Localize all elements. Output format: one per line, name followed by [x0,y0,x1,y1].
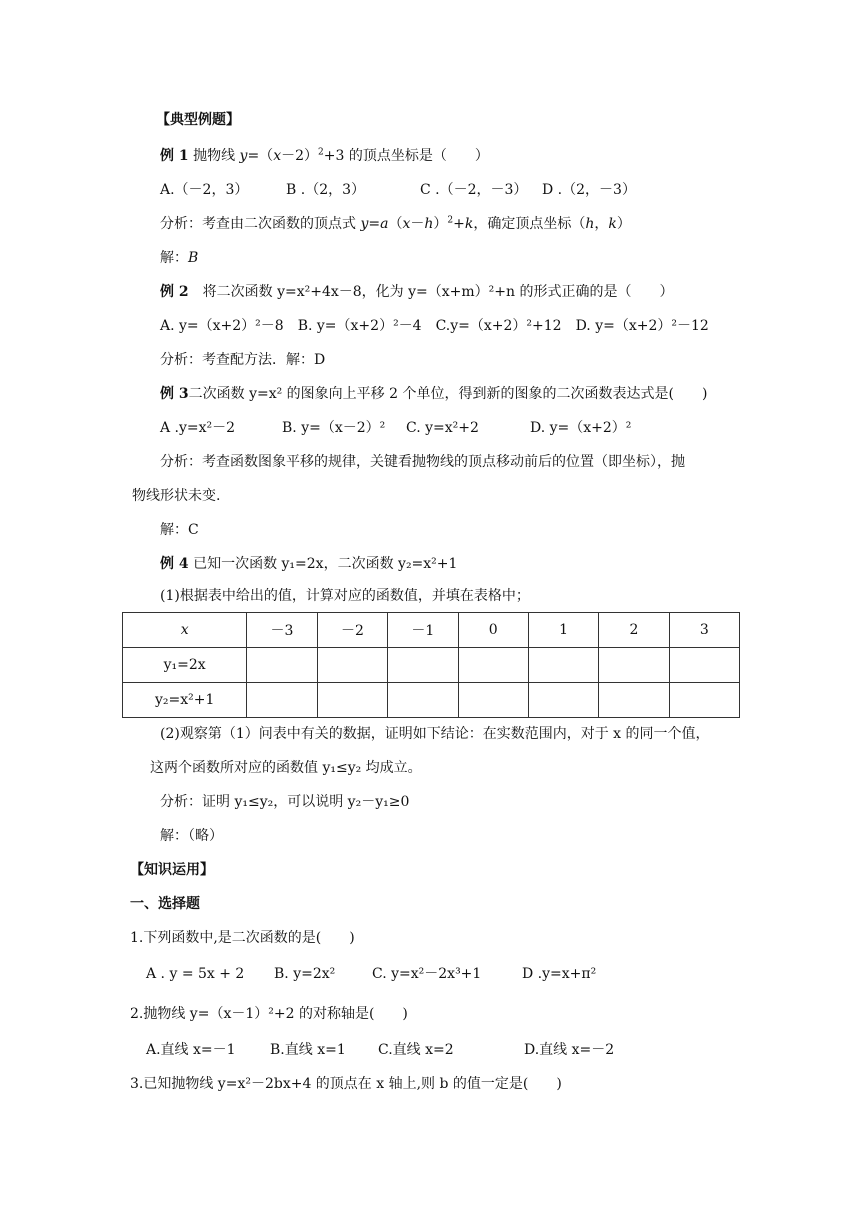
example-2-options: A. y=（x+2）²－8 B. y=（x+2）²－4 C.y=（x+2）²+12 D. y=（x+2）²－12 [160,318,709,334]
question-2-option-c: C.直线 x=2 [378,1042,454,1058]
table-cell [599,683,669,718]
table-cell [247,648,317,683]
table-header-cell: 2 [599,613,669,648]
table-cell [458,683,528,718]
example-1-option-a: A.（－2，3） [160,182,249,198]
table-cell [388,648,458,683]
example-2-question: 例 2 将二次函数 y=x²+4x－8，化为 y=（x+m）²+n 的形式正确的是（ ） [160,284,674,300]
question-1-option-d: D .y=x+π² [522,966,597,982]
table-header-cell: 1 [528,613,598,648]
example-4-solution: 解：（略） [160,828,223,844]
table-cell [458,648,528,683]
example-1-solution: 解：B [160,250,199,266]
table-header-row [123,613,740,648]
example-4-part2-line2: 这两个函数所对应的函数值 y₁≤y₂ 均成立。 [150,760,422,776]
table-row-label: y₁=2x [123,648,247,683]
example-label: 例 1 [160,148,189,164]
example-4-part1: (1)根据表中给出的值，计算对应的函数值，并填在表格中； [160,588,530,604]
section-title-apply: 【知识运用】 [130,862,214,878]
table-cell [388,683,458,718]
table-row-label: y₂=x²+1 [123,683,247,718]
question-2-option-a: A.直线 x=－1 [146,1042,236,1058]
question-1: 1.下列函数中,是二次函数的是( ) [130,930,355,946]
question-2: 2.抛物线 y=（x－1）²+2 的对称轴是( ) [130,1006,408,1022]
example-1-question: 例 1 抛物线 $y=(x-2)^2+3$ 的顶点坐标是（ ） [160,147,489,164]
question-1-option-b: B. y=2x² [274,966,336,982]
table-cell [669,648,739,683]
example-1-option-d: D .（2，－3） [542,182,636,198]
table-cell [599,648,669,683]
question-1-option-a: A . y = 5x + 2 [146,966,245,982]
table-cell [528,648,598,683]
example-1-option-b: B .（2，3） [286,182,366,198]
example-1-option-c: C .（－2，－3） [420,182,528,198]
table-header-cell: x [123,613,247,648]
question-2-option-d: D.直线 x=－2 [524,1042,615,1058]
example-3-option-d: D. y=（x+2）² [530,420,632,436]
example-4-question: 例 4 已知一次函数 y₁=2x，二次函数 y₂=x²+1 [160,556,458,572]
table-header-cell: 3 [669,613,739,648]
example-3-solution: 解：C [160,522,199,538]
table-header-cell: －1 [388,613,458,648]
table-cell [247,683,317,718]
table-cell [317,648,387,683]
example-1-analysis: 分析：考查由二次函数的顶点式 $y=a(x-h)^2+k$，确定顶点坐标（h，k） [160,215,631,232]
function-value-table [122,612,740,718]
example-3-analysis-line2: 物线形状未变. [132,488,221,504]
example-3-option-c: C. y=x²+2 [406,420,479,436]
example-3-option-b: B. y=（x－2）² [282,420,386,436]
table-header-cell: －2 [317,613,387,648]
example-4-part2-line1: (2)观察第（1）问表中有关的数据，证明如下结论：在实数范围内，对于 x 的同一个值， [160,726,710,742]
table-row [123,683,740,718]
question-3: 3.已知抛物线 y=x²－2bx+4 的顶点在 x 轴上,则 b 的值一定是( ) [130,1076,562,1092]
table-row [123,648,740,683]
example-3-analysis-line1: 分析：考查函数图象平移的规律，关键看抛物线的顶点移动前后的位置（即坐标），抛 [160,454,685,470]
table-cell [528,683,598,718]
example-3-option-a: A .y=x²－2 [160,420,236,436]
section-title-choice: 一、选择题 [130,896,200,912]
table-cell [669,683,739,718]
section-title-examples: 【典型例题】 [156,112,240,128]
example-4-analysis: 分析：证明 y₁≤y₂，可以说明 y₂－y₁≥0 [160,794,410,810]
table-header-cell: 0 [458,613,528,648]
table-cell [317,683,387,718]
question-2-option-b: B.直线 x=1 [270,1042,346,1058]
table-header-cell: －3 [247,613,317,648]
example-3-question: 例 3二次函数 y=x² 的图象向上平移 2 个单位，得到新的图象的二次函数表达式是( ) [160,386,708,402]
example-2-analysis: 分析：考查配方法．解：D [160,352,326,368]
question-1-option-c: C. y=x²－2x³+1 [372,966,482,982]
